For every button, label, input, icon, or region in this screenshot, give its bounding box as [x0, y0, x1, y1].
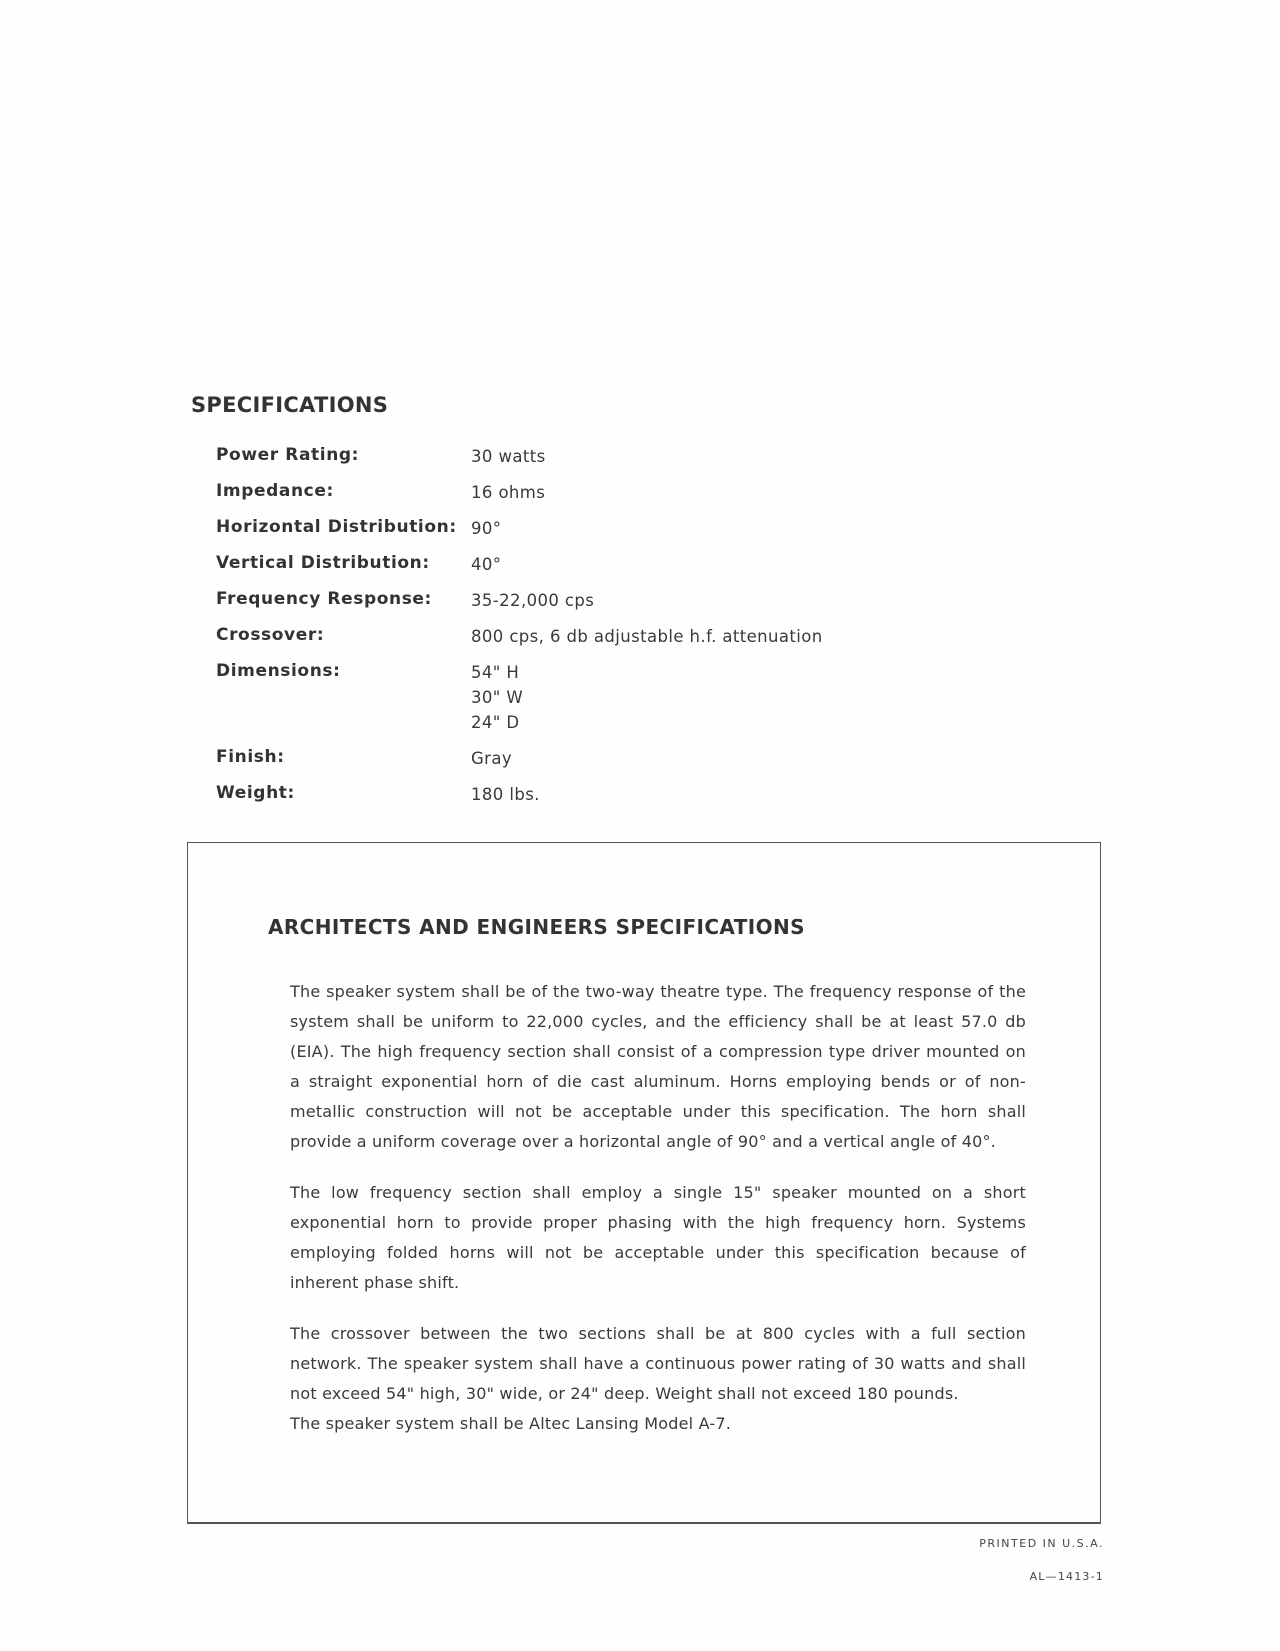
spec-paragraph: The speaker system shall be of the two-way theatre type. The frequency response of the system shall be uniform to 22,000 cycles, and the efficiency shall be at least 57.0 db (EIA). The high frequency section shall consist of a compression type driver mounted on a straight exponential horn of die cast aluminum. Horns employing bends or of non-metallic construction will not be acceptable under this specification. The horn shall provide a uniform coverage over a horizontal angle of 90° and a vertical angle of 40°. [290, 982, 1026, 1151]
spec-value: 40° [471, 555, 502, 574]
spec-value: Gray [471, 749, 513, 768]
spec-value: 54" H [471, 663, 520, 682]
spec-values [471, 588, 594, 613]
spec-row [216, 480, 916, 505]
spec-value: 800 cps, 6 db adjustable h.f. attenuation [471, 627, 823, 646]
architects-specifications-body [290, 977, 1026, 1439]
spec-value: 24" D [471, 713, 520, 732]
spec-label: Vertical Distribution: [216, 553, 430, 573]
spec-row [216, 624, 916, 649]
spec-values [471, 552, 501, 577]
spec-row [216, 746, 916, 771]
spec-closing-line: The speaker system shall be Altec Lansing Model A-7. [290, 1414, 732, 1433]
architects-specifications-box [187, 842, 1101, 1524]
spec-label: Crossover: [216, 625, 325, 645]
spec-values [471, 444, 546, 469]
spec-label: Impedance: [216, 481, 334, 501]
spec-row [216, 588, 916, 613]
specifications-title: SPECIFICATIONS [191, 393, 389, 417]
spec-label: Power Rating: [216, 445, 360, 465]
spec-values [471, 782, 540, 807]
spec-row [216, 516, 916, 541]
spec-row [216, 552, 916, 577]
spec-paragraph: The low frequency section shall employ a single 15" speaker mounted on a short exponential horn to provide proper phasing with the high frequency horn. Systems employing folded horns will not be acceptable under this specification because of inherent phase shift. [290, 1183, 1026, 1292]
spec-row [216, 782, 916, 807]
printed-in-usa-note: PRINTED IN U.S.A. [979, 1537, 1104, 1550]
architects-specifications-title: ARCHITECTS AND ENGINEERS SPECIFICATIONS [268, 915, 805, 939]
spec-values [471, 516, 501, 541]
spec-label: Frequency Response: [216, 589, 432, 609]
spec-value: 35-22,000 cps [471, 591, 595, 610]
spec-label: Finish: [216, 747, 285, 767]
spec-row [216, 444, 916, 469]
spec-row [216, 660, 916, 735]
spec-values [471, 480, 545, 505]
spec-value: 90° [471, 519, 502, 538]
spec-value: 30 watts [471, 447, 546, 466]
specifications-table [216, 444, 916, 818]
spec-label: Weight: [216, 783, 295, 803]
spec-value: 30" W [471, 688, 524, 707]
document-code: AL—1413-1 [1029, 1570, 1104, 1583]
spec-value: 16 ohms [471, 483, 546, 502]
spec-values [471, 660, 523, 735]
spec-values [471, 746, 512, 771]
spec-label: Horizontal Distribution: [216, 517, 457, 537]
spec-values [471, 624, 823, 649]
spec-value: 180 lbs. [471, 785, 540, 804]
spec-label: Dimensions: [216, 661, 341, 681]
spec-paragraph: The crossover between the two sections shall be at 800 cycles with a full section network. The speaker system shall have a continuous power rating of 30 watts and shall not exceed 54" high, 30" wide, or 24" deep. Weight shall not exceed 180 pounds. [290, 1324, 1026, 1403]
